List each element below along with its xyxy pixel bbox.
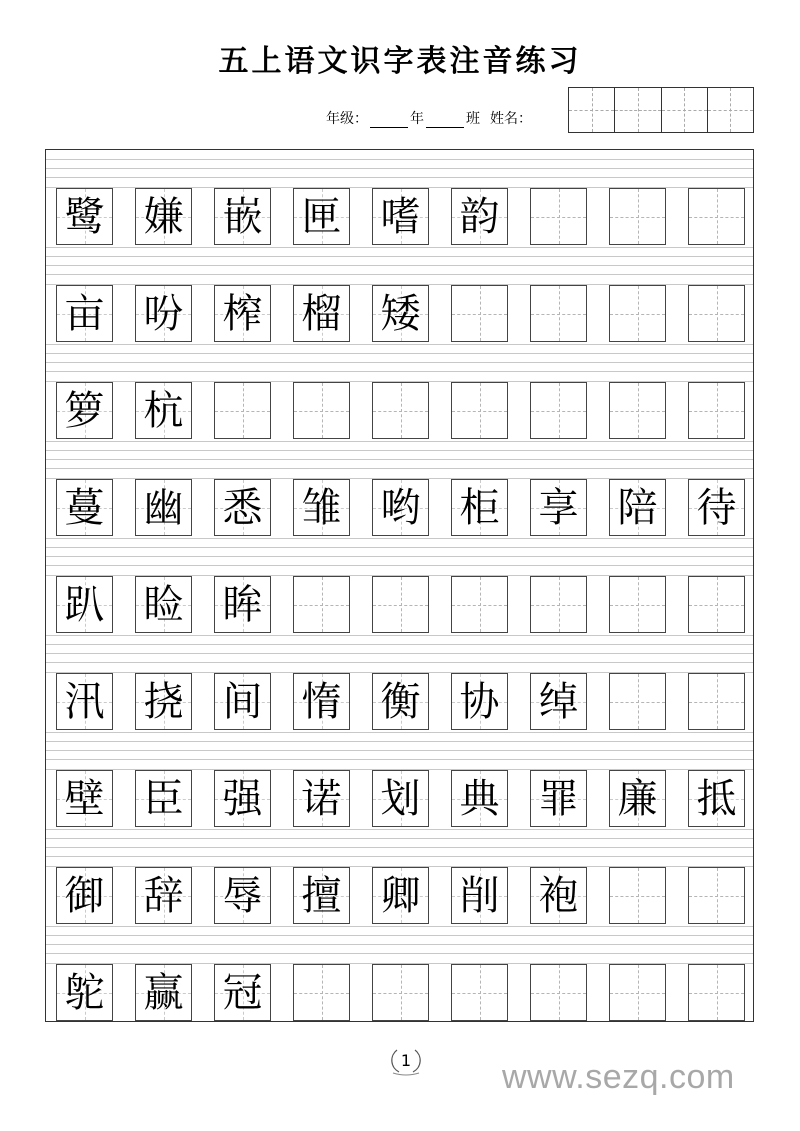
character-text: 鹭 <box>64 193 105 240</box>
pinyin-lines[interactable] <box>46 441 753 479</box>
character-cell[interactable] <box>56 673 113 730</box>
character-text: 衡 <box>380 678 421 725</box>
character-text: 匣 <box>301 193 342 240</box>
pinyin-lines[interactable] <box>46 247 753 285</box>
character-cell[interactable] <box>135 382 192 439</box>
pinyin-lines[interactable] <box>46 635 753 673</box>
empty-writing-cell[interactable] <box>688 964 745 1021</box>
character-cell[interactable] <box>56 867 113 924</box>
pinyin-lines[interactable] <box>46 538 753 576</box>
character-text: 辞 <box>143 872 184 919</box>
character-text: 韵 <box>459 193 500 240</box>
empty-writing-cell[interactable] <box>609 673 666 730</box>
character-text: 鸵 <box>64 969 105 1016</box>
character-text: 间 <box>222 678 263 725</box>
character-cell[interactable] <box>56 479 113 536</box>
character-cell[interactable] <box>214 770 271 827</box>
empty-writing-cell[interactable] <box>688 285 745 342</box>
character-text: 袍 <box>538 872 579 919</box>
character-text: 诺 <box>301 775 342 822</box>
character-cell[interactable] <box>56 964 113 1021</box>
empty-writing-cell[interactable] <box>451 576 508 633</box>
character-text: 臣 <box>143 775 184 822</box>
character-cell[interactable] <box>214 964 271 1021</box>
character-cell[interactable] <box>451 479 508 536</box>
pinyin-lines[interactable] <box>46 926 753 964</box>
character-text: 陪 <box>617 484 658 531</box>
name-box[interactable] <box>662 88 708 132</box>
empty-writing-cell[interactable] <box>530 964 587 1021</box>
character-text: 擅 <box>301 872 342 919</box>
year-suffix: 年 <box>410 111 424 127</box>
character-text: 典 <box>459 775 500 822</box>
character-cell[interactable] <box>451 673 508 730</box>
character-text: 抵 <box>696 775 737 822</box>
character-cell[interactable] <box>135 867 192 924</box>
name-box[interactable] <box>708 88 753 132</box>
empty-writing-cell[interactable] <box>451 382 508 439</box>
character-cell[interactable] <box>56 285 113 342</box>
character-text: 杭 <box>143 387 184 434</box>
character-text: 削 <box>459 872 500 919</box>
character-cell[interactable] <box>214 188 271 245</box>
character-cell[interactable] <box>293 867 350 924</box>
character-cell[interactable] <box>135 188 192 245</box>
character-text: 幽 <box>143 484 184 531</box>
character-cell[interactable] <box>214 867 271 924</box>
character-text: 蔓 <box>64 484 105 531</box>
empty-writing-cell[interactable] <box>609 576 666 633</box>
character-text: 划 <box>380 775 421 822</box>
character-text: 嵌 <box>222 193 263 240</box>
pinyin-lines[interactable] <box>46 829 753 867</box>
character-cell[interactable] <box>451 188 508 245</box>
character-text: 汛 <box>64 678 105 725</box>
character-cell[interactable] <box>293 188 350 245</box>
character-text: 绰 <box>538 678 579 725</box>
empty-writing-cell[interactable] <box>530 285 587 342</box>
character-cell[interactable] <box>56 188 113 245</box>
character-text: 眸 <box>222 581 263 628</box>
character-cell[interactable] <box>135 770 192 827</box>
student-info <box>326 108 532 128</box>
character-cell[interactable] <box>56 576 113 633</box>
character-cell[interactable] <box>135 479 192 536</box>
character-text: 箩 <box>64 387 105 434</box>
empty-writing-cell[interactable] <box>530 576 587 633</box>
character-text: 强 <box>222 775 263 822</box>
character-cell[interactable] <box>293 479 350 536</box>
practice-row <box>46 538 753 635</box>
character-cell[interactable] <box>56 382 113 439</box>
practice-row <box>46 441 753 538</box>
character-text: 吩 <box>143 290 184 337</box>
character-cell[interactable] <box>688 770 745 827</box>
practice-row <box>46 635 753 732</box>
pinyin-lines[interactable] <box>46 732 753 770</box>
character-text: 壁 <box>64 775 105 822</box>
empty-writing-cell[interactable] <box>372 382 429 439</box>
practice-row <box>46 247 753 344</box>
character-cell[interactable] <box>372 673 429 730</box>
grade-label: 年级： <box>326 111 368 127</box>
empty-writing-cell[interactable] <box>451 964 508 1021</box>
character-text: 罪 <box>538 775 579 822</box>
empty-writing-cell[interactable] <box>372 576 429 633</box>
character-text: 赢 <box>143 969 184 1016</box>
character-text: 辱 <box>222 872 263 919</box>
character-text: 哟 <box>380 484 421 531</box>
character-text: 卿 <box>380 872 421 919</box>
character-cell[interactable] <box>372 479 429 536</box>
character-cell[interactable] <box>372 188 429 245</box>
character-text: 柜 <box>459 484 500 531</box>
character-cell[interactable] <box>293 673 350 730</box>
character-text: 矮 <box>380 290 421 337</box>
empty-writing-cell[interactable] <box>293 382 350 439</box>
character-text: 待 <box>696 484 737 531</box>
grade-blank[interactable] <box>370 113 408 128</box>
empty-writing-cell[interactable] <box>688 576 745 633</box>
character-cell[interactable] <box>135 576 192 633</box>
character-cell[interactable] <box>214 673 271 730</box>
name-box[interactable] <box>615 88 661 132</box>
character-text: 惰 <box>301 678 342 725</box>
empty-writing-cell[interactable] <box>609 382 666 439</box>
character-text: 御 <box>64 872 105 919</box>
name-box[interactable] <box>569 88 615 132</box>
character-text: 榴 <box>301 290 342 337</box>
character-cell[interactable] <box>372 285 429 342</box>
page-number <box>387 1046 425 1076</box>
practice-row <box>46 926 753 1023</box>
character-text: 趴 <box>64 581 105 628</box>
class-suffix: 班 <box>466 111 480 127</box>
character-text: 挠 <box>143 678 184 725</box>
character-text: 悉 <box>222 484 263 531</box>
character-cell[interactable] <box>372 867 429 924</box>
practice-row <box>46 829 753 926</box>
empty-writing-cell[interactable] <box>688 382 745 439</box>
character-text: 榨 <box>222 290 263 337</box>
character-text: 嗜 <box>380 193 421 240</box>
character-text: 冠 <box>222 969 263 1016</box>
character-cell[interactable] <box>56 770 113 827</box>
empty-writing-cell[interactable] <box>609 964 666 1021</box>
empty-writing-cell[interactable] <box>530 382 587 439</box>
empty-writing-cell[interactable] <box>688 867 745 924</box>
empty-writing-cell[interactable] <box>293 964 350 1021</box>
character-cell[interactable] <box>372 770 429 827</box>
character-text: 亩 <box>64 290 105 337</box>
character-cell[interactable] <box>451 770 508 827</box>
empty-writing-cell[interactable] <box>609 285 666 342</box>
character-cell[interactable] <box>530 770 587 827</box>
empty-writing-cell[interactable] <box>372 964 429 1021</box>
empty-writing-cell[interactable] <box>688 673 745 730</box>
character-cell[interactable] <box>293 770 350 827</box>
practice-sheet <box>45 149 754 1022</box>
pinyin-lines[interactable] <box>46 344 753 382</box>
pinyin-lines[interactable] <box>46 150 753 188</box>
character-cell[interactable] <box>451 867 508 924</box>
character-text: 协 <box>459 678 500 725</box>
character-text: 雏 <box>301 484 342 531</box>
empty-writing-cell[interactable] <box>609 188 666 245</box>
character-cell[interactable] <box>214 576 271 633</box>
empty-writing-cell[interactable] <box>609 867 666 924</box>
practice-row <box>46 344 753 441</box>
character-cell[interactable] <box>688 479 745 536</box>
character-text: 睑 <box>143 581 184 628</box>
empty-writing-cell[interactable] <box>293 576 350 633</box>
character-cell[interactable] <box>214 479 271 536</box>
character-cell[interactable] <box>293 285 350 342</box>
character-text: 享 <box>538 484 579 531</box>
name-label: 姓名： <box>490 111 532 127</box>
page-number-text: 1 <box>400 1051 412 1070</box>
page-title: 五上语文识字表注音练习 <box>218 44 582 79</box>
character-text: 廉 <box>617 775 658 822</box>
empty-writing-cell[interactable] <box>530 188 587 245</box>
character-cell[interactable] <box>135 964 192 1021</box>
character-cell[interactable] <box>135 673 192 730</box>
empty-writing-cell[interactable] <box>451 285 508 342</box>
empty-writing-cell[interactable] <box>688 188 745 245</box>
character-cell[interactable] <box>214 285 271 342</box>
empty-writing-cell[interactable] <box>214 382 271 439</box>
character-cell[interactable] <box>135 285 192 342</box>
character-cell[interactable] <box>530 479 587 536</box>
character-cell[interactable] <box>530 867 587 924</box>
class-blank[interactable] <box>426 113 464 128</box>
character-cell[interactable] <box>609 479 666 536</box>
character-text: 嫌 <box>143 193 184 240</box>
name-writing-boxes[interactable] <box>568 87 754 133</box>
practice-row <box>46 732 753 829</box>
practice-row <box>46 150 753 247</box>
site-watermark: www.sezq.com <box>502 1058 735 1096</box>
character-cell[interactable] <box>609 770 666 827</box>
character-cell[interactable] <box>530 673 587 730</box>
